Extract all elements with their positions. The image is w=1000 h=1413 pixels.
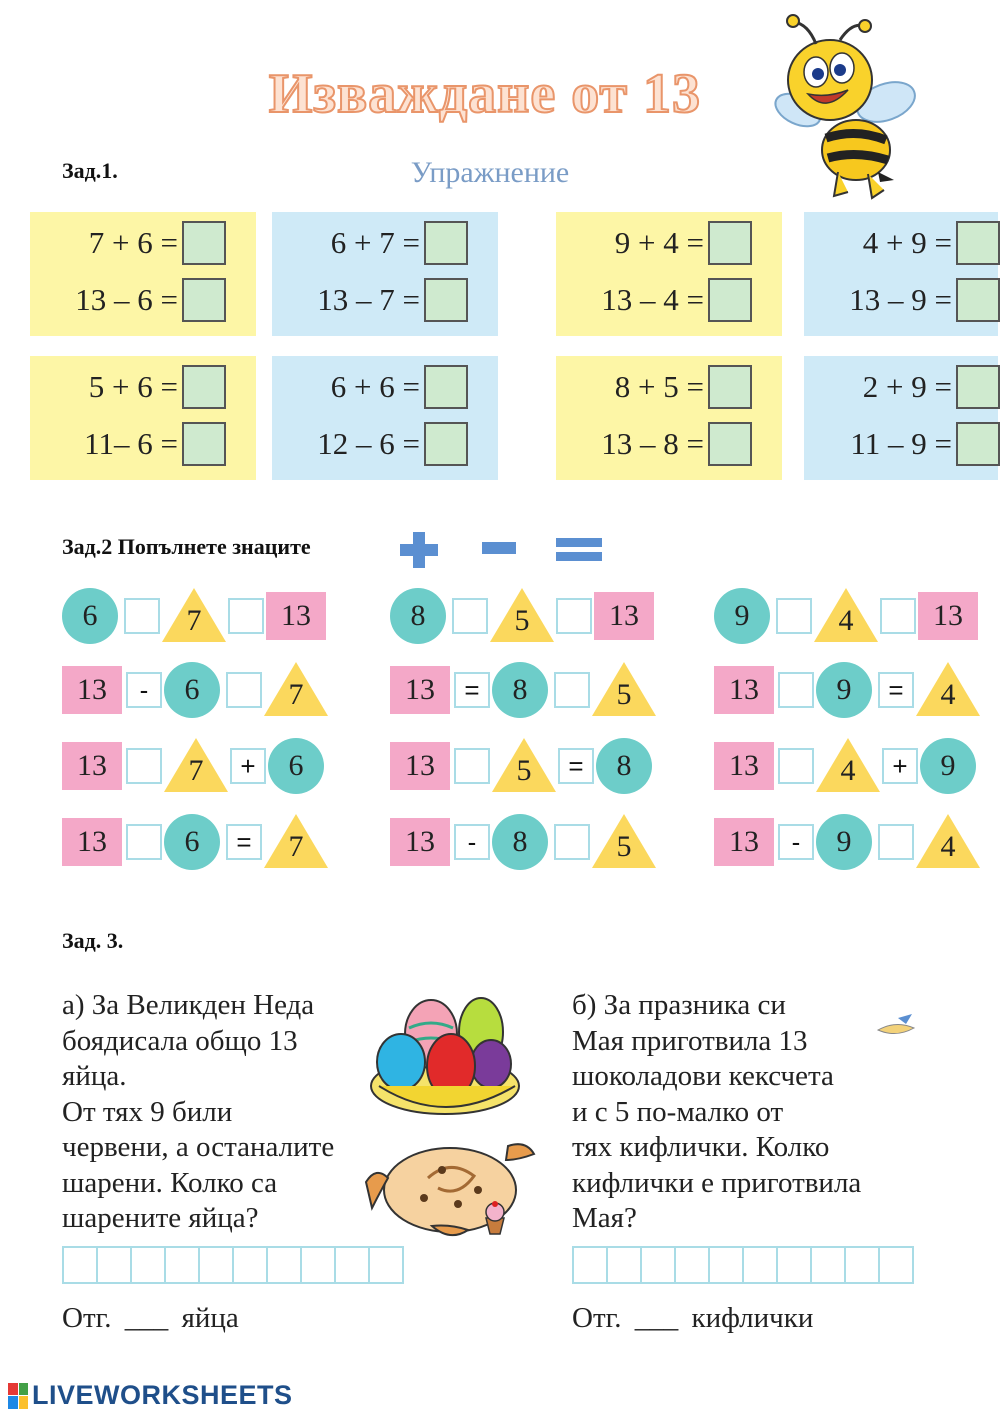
task1-card bbox=[272, 212, 498, 336]
grid-cell[interactable] bbox=[130, 1246, 166, 1284]
problem-b-line: Мая? bbox=[572, 1202, 637, 1234]
equation-text: 13 – 8 = bbox=[601, 426, 704, 461]
number-square: 13 bbox=[714, 742, 774, 790]
answer-box[interactable] bbox=[708, 221, 752, 265]
number-triangle: 7 bbox=[288, 678, 304, 711]
grid-cell[interactable] bbox=[62, 1246, 98, 1284]
answer-box[interactable] bbox=[956, 221, 1000, 265]
problem-a-line: яйца. bbox=[62, 1060, 127, 1092]
equation-text: 13 – 6 = bbox=[75, 282, 178, 317]
task1-card bbox=[272, 356, 498, 480]
sign-box[interactable] bbox=[778, 672, 814, 708]
grid-cell[interactable] bbox=[300, 1246, 336, 1284]
equation-text: 13 – 7 = bbox=[317, 282, 420, 317]
sign-box[interactable]: = bbox=[878, 672, 914, 708]
number-triangle: 4 bbox=[940, 830, 956, 863]
number-triangle: 4 bbox=[940, 678, 956, 711]
number-square: 13 bbox=[266, 592, 326, 640]
grid-cell[interactable] bbox=[844, 1246, 880, 1284]
answer-box[interactable] bbox=[424, 365, 468, 409]
page-subtitle: Упражнение bbox=[410, 156, 570, 189]
number-circle: 6 bbox=[164, 662, 220, 718]
number-square: 13 bbox=[62, 742, 122, 790]
answer-blank[interactable]: ___ bbox=[634, 1302, 679, 1334]
sign-box[interactable]: = bbox=[226, 824, 262, 860]
number-triangle: 4 bbox=[838, 604, 854, 637]
number-square: 13 bbox=[390, 818, 450, 866]
task1-card bbox=[556, 356, 782, 480]
equation-row bbox=[804, 419, 1000, 469]
task1-card bbox=[30, 356, 256, 480]
problem-a-line: а) За Великден Неда bbox=[62, 989, 315, 1021]
equation-row bbox=[804, 275, 1000, 325]
equation-row bbox=[272, 275, 468, 325]
equation-text: 7 + 6 = bbox=[88, 225, 178, 260]
answer-box[interactable] bbox=[956, 365, 1000, 409]
brand-text: LIVEWORKSHEETS bbox=[32, 1380, 293, 1410]
equation-row bbox=[556, 419, 752, 469]
equation-text: 13 – 9 = bbox=[849, 282, 952, 317]
problem-a-line: шарените яйца? bbox=[62, 1202, 259, 1234]
grid-cell[interactable] bbox=[708, 1246, 744, 1284]
equation-text: 4 + 9 = bbox=[862, 225, 952, 260]
problem-b-line: Мая приготвила 13 bbox=[572, 1024, 808, 1057]
grid-cell[interactable] bbox=[232, 1246, 268, 1284]
grid-cell[interactable] bbox=[878, 1246, 914, 1284]
number-triangle: 5 bbox=[514, 604, 530, 637]
answer-unit: яйца bbox=[181, 1302, 239, 1334]
grid-cell[interactable] bbox=[606, 1246, 642, 1284]
answer-box[interactable] bbox=[424, 221, 468, 265]
grid-cell[interactable] bbox=[198, 1246, 234, 1284]
problem-a-text bbox=[62, 988, 372, 1237]
equation-text: 12 – 6 = bbox=[317, 426, 420, 461]
equation-row bbox=[30, 419, 226, 469]
answer-box[interactable] bbox=[182, 278, 226, 322]
number-circle: 6 bbox=[164, 814, 220, 870]
sign-box[interactable] bbox=[556, 598, 592, 634]
number-circle: 8 bbox=[390, 588, 446, 644]
answer-blank[interactable]: ___ bbox=[124, 1302, 169, 1334]
answer-box[interactable] bbox=[708, 278, 752, 322]
problem-b-line: и с 5 по-малко от bbox=[572, 1095, 784, 1128]
sign-box[interactable] bbox=[228, 598, 264, 634]
grid-cell[interactable] bbox=[810, 1246, 846, 1284]
problem-a-line: От тях 9 били bbox=[62, 1095, 233, 1128]
equation-row bbox=[556, 275, 752, 325]
grid-cell[interactable] bbox=[776, 1246, 812, 1284]
answer-line-b bbox=[572, 1302, 813, 1335]
answer-unit: кифлички bbox=[691, 1302, 814, 1334]
problem-b-line: кифлички е приготвила bbox=[572, 1166, 862, 1199]
number-circle: 9 bbox=[816, 814, 872, 870]
grid-cell[interactable] bbox=[640, 1246, 676, 1284]
number-circle: 8 bbox=[596, 738, 652, 794]
answer-box[interactable] bbox=[182, 422, 226, 466]
grid-cell[interactable] bbox=[96, 1246, 132, 1284]
problem-b-line: тях кифлички. Колко bbox=[572, 1131, 830, 1163]
answer-box[interactable] bbox=[708, 422, 752, 466]
problem-a-line: шарени. Колко са bbox=[62, 1166, 278, 1199]
number-triangle: 7 bbox=[186, 604, 202, 637]
equation-row bbox=[272, 218, 468, 268]
sign-box[interactable] bbox=[124, 598, 160, 634]
equation-row bbox=[272, 362, 468, 412]
number-square: 13 bbox=[714, 818, 774, 866]
answer-box[interactable] bbox=[424, 422, 468, 466]
number-triangle: 7 bbox=[188, 754, 204, 787]
answer-box[interactable] bbox=[708, 365, 752, 409]
task1-card bbox=[30, 212, 256, 336]
plus-icon bbox=[398, 530, 440, 570]
number-circle: 9 bbox=[714, 588, 770, 644]
number-square: 13 bbox=[714, 666, 774, 714]
small-pastry-icon bbox=[876, 1012, 918, 1038]
problem-a-line: червени, а останалите bbox=[62, 1131, 335, 1163]
sign-box[interactable] bbox=[126, 748, 162, 784]
sign-box[interactable] bbox=[554, 824, 590, 860]
equation-row bbox=[272, 419, 468, 469]
task2-label: Зад.2 Попълнете знаците bbox=[62, 534, 311, 559]
minus-icon bbox=[482, 542, 518, 556]
equation-row bbox=[30, 275, 226, 325]
number-circle: 9 bbox=[920, 738, 976, 794]
answer-box[interactable] bbox=[956, 278, 1000, 322]
answer-prefix: Отг. bbox=[572, 1302, 622, 1334]
grid-cell[interactable] bbox=[572, 1246, 608, 1284]
sign-box[interactable]: - bbox=[454, 824, 490, 860]
brand-badge-icon bbox=[8, 1383, 28, 1409]
number-circle: 6 bbox=[62, 588, 118, 644]
grid-cell[interactable] bbox=[266, 1246, 302, 1284]
bee-icon bbox=[768, 10, 918, 205]
sign-box[interactable] bbox=[554, 672, 590, 708]
grid-cell[interactable] bbox=[334, 1246, 370, 1284]
equation-text: 9 + 4 = bbox=[614, 225, 704, 260]
brand-logo bbox=[8, 1380, 293, 1411]
number-square: 13 bbox=[62, 818, 122, 866]
equation-row bbox=[804, 362, 1000, 412]
answer-box[interactable] bbox=[182, 221, 226, 265]
number-circle: 6 bbox=[268, 738, 324, 794]
number-circle: 8 bbox=[492, 662, 548, 718]
sign-box[interactable] bbox=[126, 824, 162, 860]
answer-box[interactable] bbox=[956, 422, 1000, 466]
sign-box[interactable] bbox=[776, 598, 812, 634]
task1-card bbox=[804, 356, 998, 480]
equation-row bbox=[556, 218, 752, 268]
equation-text: 11 – 9 = bbox=[850, 426, 952, 461]
sign-box[interactable] bbox=[454, 748, 490, 784]
answer-line-a bbox=[62, 1302, 239, 1335]
sign-box[interactable] bbox=[880, 598, 916, 634]
sign-box[interactable]: - bbox=[126, 672, 162, 708]
number-square: 13 bbox=[62, 666, 122, 714]
equation-row bbox=[556, 362, 752, 412]
number-circle: 8 bbox=[492, 814, 548, 870]
easter-eggs-basket-icon bbox=[365, 988, 525, 1123]
equation-text: 6 + 6 = bbox=[330, 369, 420, 404]
sign-box[interactable]: = bbox=[558, 748, 594, 784]
equation-text: 2 + 9 = bbox=[862, 369, 952, 404]
number-square: 13 bbox=[390, 742, 450, 790]
grid-cell[interactable] bbox=[164, 1246, 200, 1284]
problem-a-line: боядисала общо 13 bbox=[62, 1024, 298, 1057]
number-triangle: 5 bbox=[616, 678, 632, 711]
answer-grid-b[interactable] bbox=[572, 1246, 912, 1284]
answer-box[interactable] bbox=[182, 365, 226, 409]
page-title: Изваждане от 13 bbox=[268, 63, 702, 125]
equation-text: 6 + 7 = bbox=[330, 225, 420, 260]
equation-row bbox=[804, 218, 1000, 268]
grid-cell[interactable] bbox=[674, 1246, 710, 1284]
sign-box[interactable]: + bbox=[230, 748, 266, 784]
task1-label: Зад.1. bbox=[62, 158, 118, 183]
answer-box[interactable] bbox=[424, 278, 468, 322]
pastry-icon bbox=[358, 1138, 543, 1243]
answer-grid-a[interactable] bbox=[62, 1246, 402, 1284]
number-triangle: 4 bbox=[840, 754, 856, 787]
equation-text: 8 + 5 = bbox=[614, 369, 704, 404]
equals-icon bbox=[556, 536, 604, 564]
number-square: 13 bbox=[594, 592, 654, 640]
sign-box[interactable] bbox=[226, 672, 262, 708]
problem-b-line: шоколадови кексчета bbox=[572, 1060, 834, 1092]
task3-label: Зад. 3. bbox=[62, 928, 124, 953]
task1-card bbox=[556, 212, 782, 336]
sign-box[interactable]: - bbox=[778, 824, 814, 860]
sign-box[interactable] bbox=[452, 598, 488, 634]
sign-box[interactable] bbox=[878, 824, 914, 860]
equation-text: 5 + 6 = bbox=[88, 369, 178, 404]
number-triangle: 7 bbox=[288, 830, 304, 863]
sign-box[interactable]: = bbox=[454, 672, 490, 708]
answer-prefix: Отг. bbox=[62, 1302, 112, 1334]
number-square: 13 bbox=[918, 592, 978, 640]
sign-box[interactable] bbox=[778, 748, 814, 784]
grid-cell[interactable] bbox=[742, 1246, 778, 1284]
equation-row bbox=[30, 218, 226, 268]
task1-card bbox=[804, 212, 998, 336]
number-triangle: 5 bbox=[516, 754, 532, 787]
equation-text: 13 – 4 = bbox=[601, 282, 704, 317]
number-triangle: 5 bbox=[616, 830, 632, 863]
equation-row bbox=[30, 362, 226, 412]
number-circle: 9 bbox=[816, 662, 872, 718]
number-square: 13 bbox=[390, 666, 450, 714]
problem-b-line: б) За празника си bbox=[572, 989, 786, 1021]
grid-cell[interactable] bbox=[368, 1246, 404, 1284]
sign-box[interactable]: + bbox=[882, 748, 918, 784]
equation-text: 11– 6 = bbox=[84, 426, 178, 461]
